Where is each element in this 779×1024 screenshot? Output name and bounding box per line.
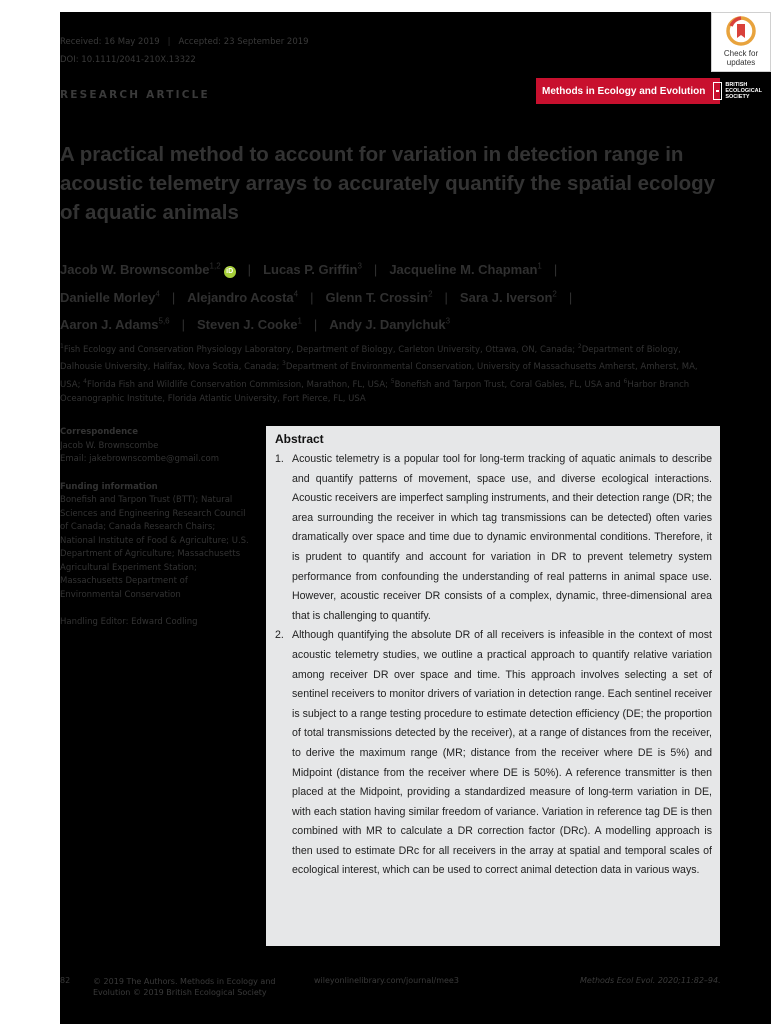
author-list [60, 255, 740, 337]
author[interactable]: Glenn T. Crossin$^2$ [325, 289, 433, 305]
article-type: RESEARCH ARTICLE [60, 89, 210, 101]
author-separator: | [310, 289, 314, 305]
received-date: Received: 16 May 2019 [60, 37, 160, 47]
author-separator: | [568, 289, 573, 305]
journal-url[interactable]: wileyonlinelibrary.com/journal/mee3 [314, 976, 459, 985]
journal-name: Methods in Ecology and Evolution [542, 85, 706, 97]
author[interactable]: Jacob W. Brownscombe$^{1,2}$ [60, 262, 221, 278]
abstract-heading: Abstract [275, 432, 324, 446]
abstract-item-text: Acoustic telemetry is a popular tool for long-term tracking of aquatic animals to describe and quantify patterns of movement, space use, and diverse ecological interactions. Acoustic receivers are imperfect sampling instruments, and their detection range (DR; the area surrounding the receiver in which tag transmissions can be detected) often varies dramatically over space and time due to dynamic environmental conditions. Therefore, it is prudent to quantify and account for variation in DR to prevent telemetry system performance from confounding the understanding of real patterns in animal space use. However, acoustic receiver DR consists of a complex, dynamic, three-dimensional area that is challenging to quantify. [292, 453, 712, 622]
correspondence-email[interactable]: Email: jakebrownscombe@gmail.com [60, 454, 219, 464]
abstract-list [275, 450, 712, 881]
author-separator: | [181, 316, 186, 332]
copyright: © 2019 The Authors. Methods in Ecology and Evolution © 2019 British Ecological Society [93, 977, 276, 997]
journal-logo[interactable] [536, 78, 763, 104]
page-number: 82 [60, 976, 71, 985]
author-separator: | [444, 289, 448, 305]
funding-block [60, 481, 252, 603]
abstract-item [275, 626, 712, 881]
author-separator: | [247, 262, 252, 278]
society-logo [713, 82, 762, 100]
doi[interactable]: DOI: 10.1111/2041-210X.13322 [60, 55, 196, 65]
check-for-updates-badge[interactable] [711, 12, 771, 72]
correspondence-heading: Correspondence [60, 427, 138, 437]
author-separator: | [313, 316, 318, 332]
badge-line-1: Check for [723, 49, 759, 58]
society-mark-icon [713, 82, 722, 100]
author[interactable]: Alejandro Acosta$^4$ [187, 289, 299, 305]
society-line-2: ECOLOGICAL [725, 88, 763, 94]
paper-title: A practical method to account for variation in detection range in acoustic telemetry arrays to accurately quantify the spatial ecology of aquatic animals [60, 143, 716, 224]
author[interactable]: Lucas P. Griffin$^3$ [263, 262, 362, 278]
author[interactable]: Andy J. Danylchuk$^3$ [329, 316, 451, 332]
accepted-date: Accepted: 23 September 2019 [178, 37, 309, 47]
author[interactable]: Danielle Morley$^4$ [60, 289, 160, 305]
funding-heading: Funding information [60, 481, 158, 492]
handling-editor: Handling Editor: Edward Codling [60, 617, 198, 627]
abstract-item-text: Although quantifying the absolute DR of all receivers is infeasible in the context of most acoustic telemetry studies, we outline a practical approach to quantify relative variation among receiver DR over space and time. This approach involves selecting a set of sentinel receivers to monitor drivers of variation in detection range. Each sentinel receiver is subject to a range testing procedure to estimate detection efficiency (DE; the proportion of total transmissions detected by the receiver), at a range of distances from the receiver, to derive the maximum range (MR; distance from the receiver where DE is 5%) and Midpoint (distance from the receiver where DE is 50%). A reference transmitter is then placed at the Midpoint, providing a standardized measure of long-term variation in DE, with each station having similar freedom of variance. Variation in reference tag DE is then combined with MR to calculate a DR correction factor (DRc). A modelling approach is then used to estimate DRc for all receivers in the array at spatial and temporal scales of ecological interest, which can be used to correct animal detection data in various ways. [292, 629, 712, 877]
society-line-3: SOCIETY [725, 94, 750, 100]
author[interactable]: Steven J. Cooke$^1$ [197, 316, 302, 332]
sidebar-info [60, 426, 252, 644]
correspondence-name: Jacob W. Brownscombe [60, 440, 159, 451]
paper-page [60, 12, 771, 1024]
author[interactable]: Aaron J. Adams$^{5,6}$ [60, 316, 170, 332]
correspondence-block [60, 426, 252, 467]
abstract-item-number: 1. [275, 453, 284, 465]
funding-text: Bonefish and Tarpon Trust (BTT); Natural Sciences and Engineering Research Council of Canada; Canada Research Chairs; National Institute of Food & Agriculture; U.S. Department of Agriculture; Massachusetts Agricultural Experiment Station; Massachusetts Department of Environmental Conservation [60, 495, 249, 600]
author[interactable]: Sara J. Iverson$^2$ [459, 289, 557, 305]
abstract-item-number: 2. [275, 629, 284, 642]
author-separator: | [171, 289, 176, 305]
author-separator: | [553, 262, 558, 278]
author[interactable]: Jacqueline M. Chapman$^1$ [389, 262, 542, 278]
orcid-icon[interactable]: iD [224, 266, 236, 278]
abstract-box [266, 426, 720, 946]
citation: Methods Ecol Evol. 2020;11:82–94. [580, 976, 721, 985]
check-for-updates-label [724, 50, 758, 67]
affiliations: $^1$Fish Ecology and Conservation Physiology Laboratory, Department of Biology, Carleton University, Ottawa, ON, Canada; $^2$Department of Biology, Dalhousie University, Halifax, Nova Scotia, Canada; $^3$Department of Environmental Conservation, University of Massachusetts Amherst, Amherst, MA, USA; $^4$Florida Fish and Wildlife Conservation Commission, Marathon, FL, USA; $^5$Bonefish and Tarpon Trust, Coral Gables, FL, USA and $^6$Harbor Branch Oceanographic Institute, Florida Atlantic University, Fort Pierce, FL, USA [60, 343, 698, 404]
society-line-1: BRITISH [725, 82, 748, 88]
article-dates: Received: 16 May 2019 | Accepted: 23 September 2019 [60, 37, 309, 47]
badge-line-2: updates [726, 57, 756, 67]
author-separator: | [373, 262, 378, 278]
abstract-item [275, 450, 712, 626]
bookmark-icon [726, 16, 756, 50]
